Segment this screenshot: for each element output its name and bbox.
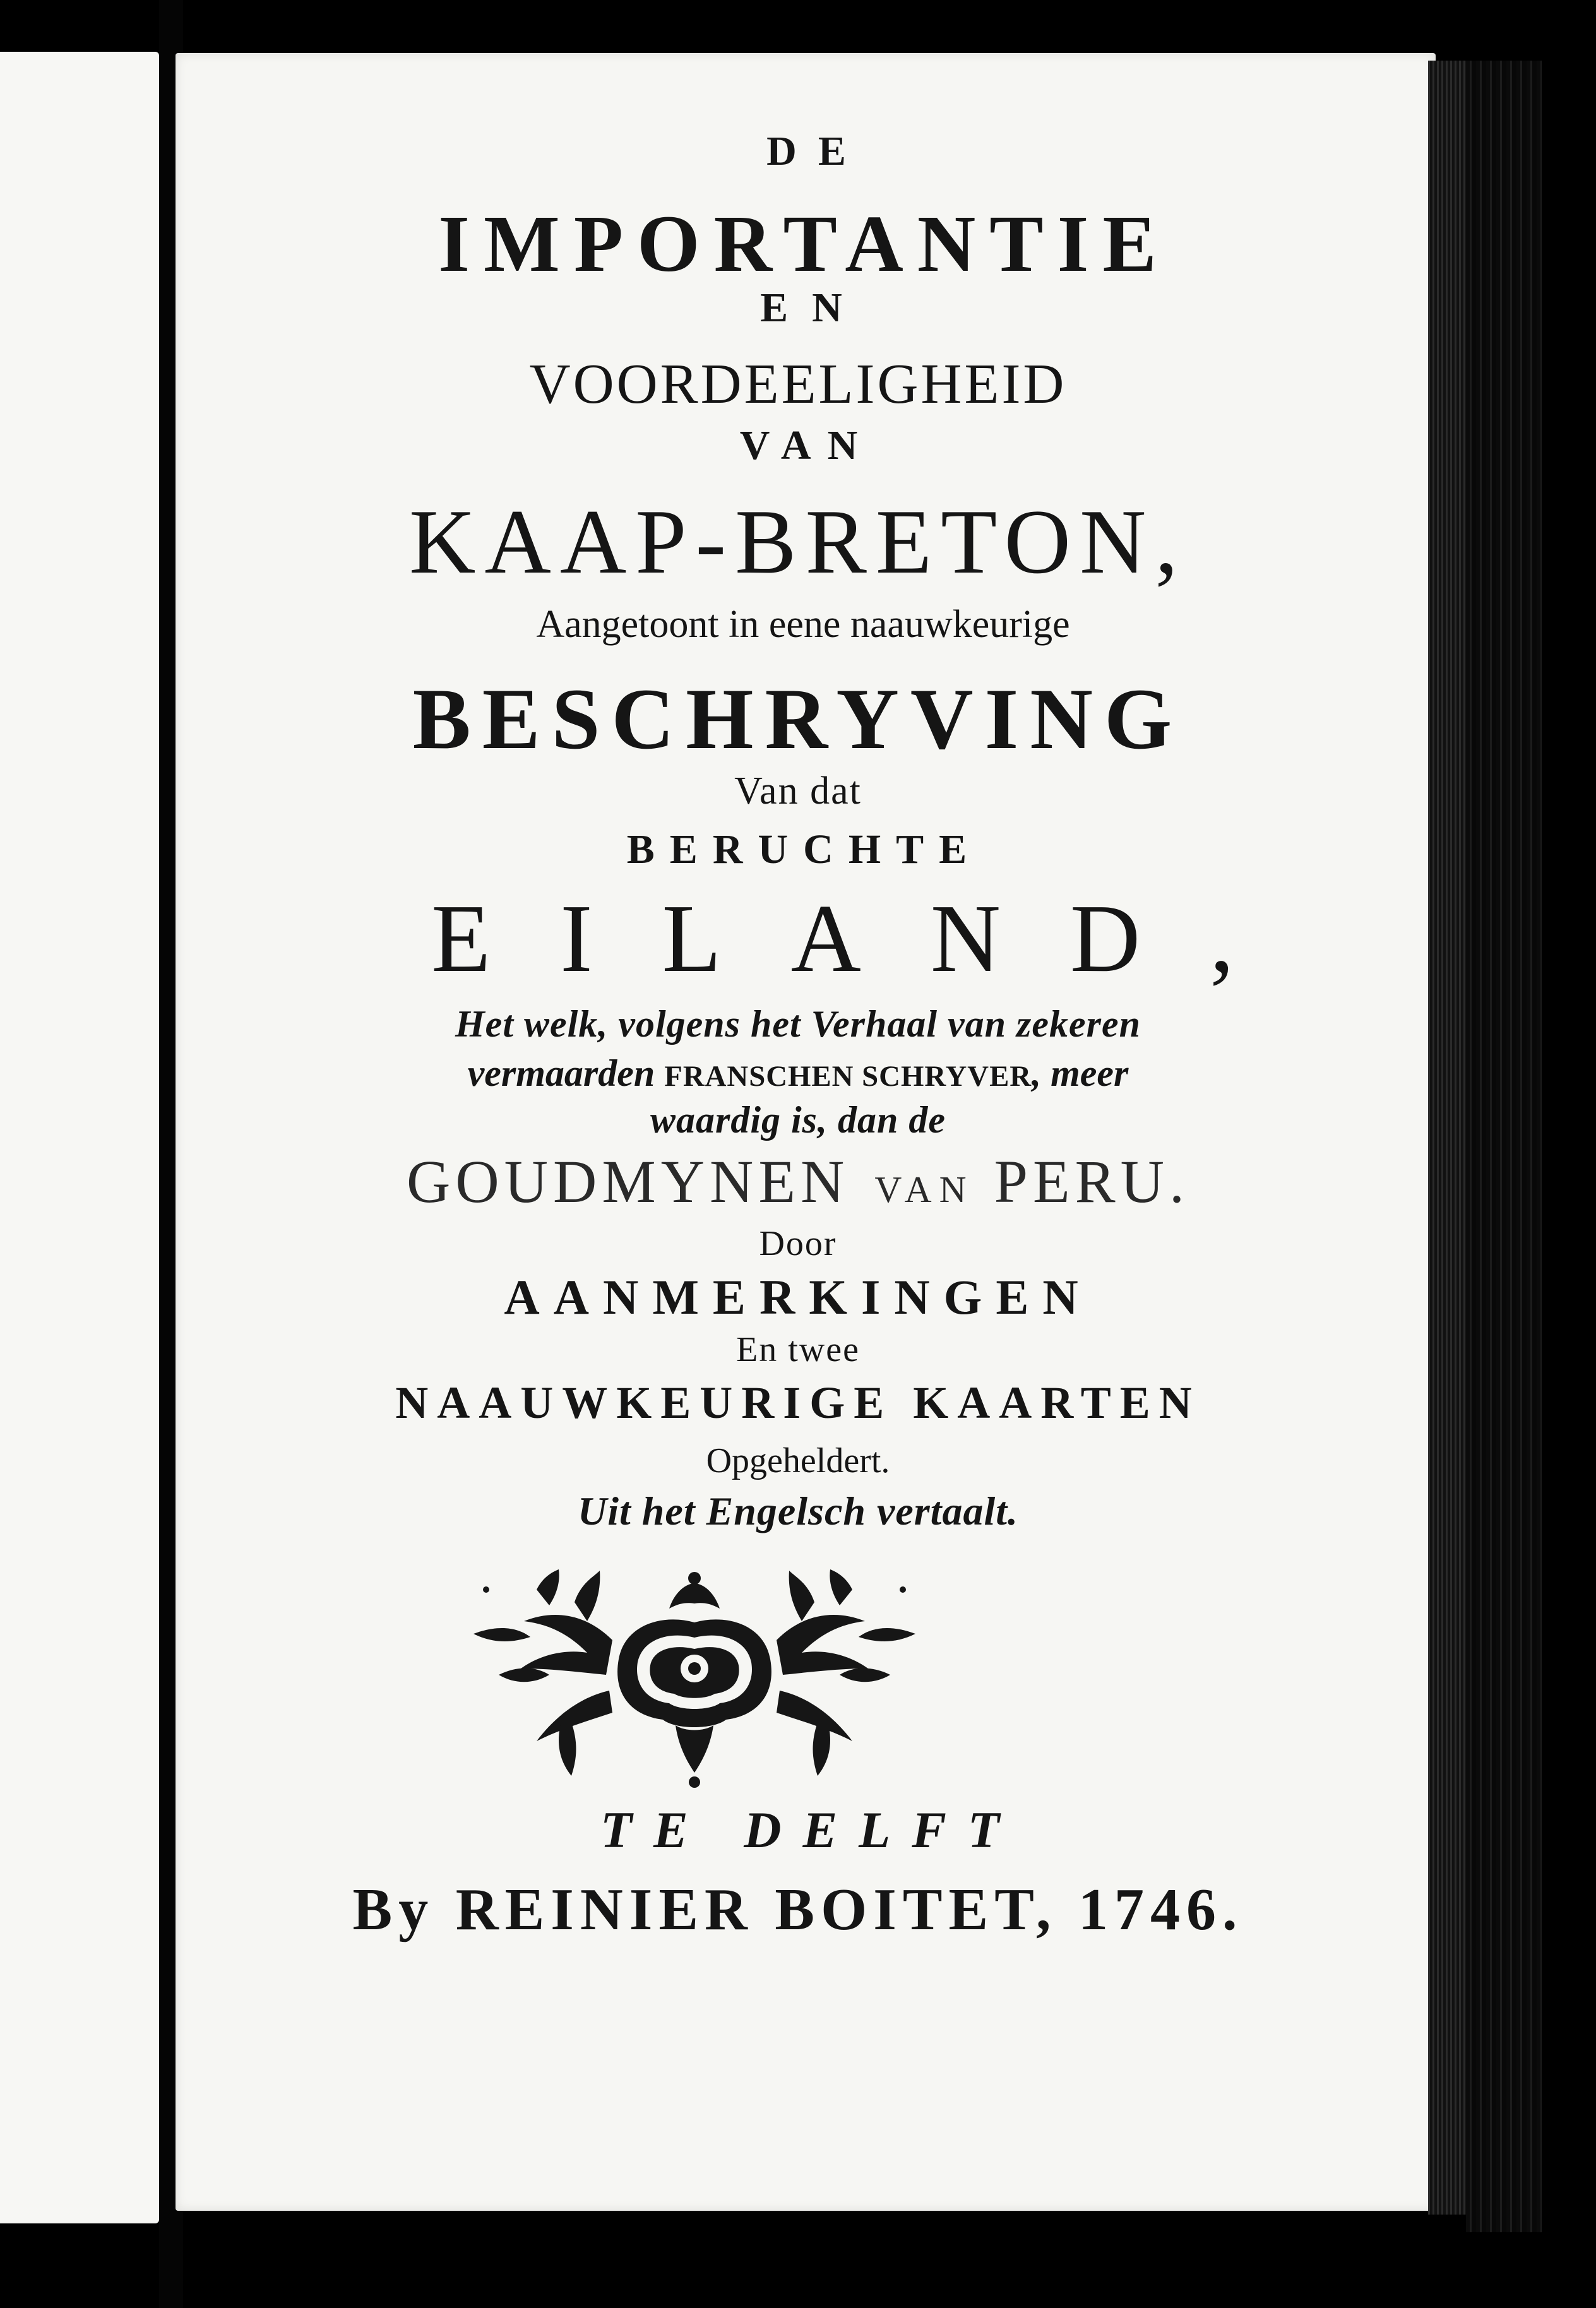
title-line-eiland: EILAND, xyxy=(431,885,1304,992)
title-line-voordeeligheid: VOORDEELIGHEID xyxy=(529,353,1067,415)
title-line-importantie: IMPORTANTIE xyxy=(438,199,1170,288)
title-line-beruchte: BERUCHTE xyxy=(626,826,982,872)
italic-line-vermaarden xyxy=(0,1054,1596,1092)
italic-line-waardig: waardig is, dan de xyxy=(650,1099,946,1141)
subtitle-line-aangetoont: Aangetoont in eene naauwkeurige xyxy=(536,603,1070,646)
title-line-goudmynen xyxy=(0,1148,1596,1215)
van-word: VAN xyxy=(874,1169,974,1210)
title-line-beschryving: BESCHRYVING xyxy=(412,670,1184,767)
title-line-naauwkeurige-kaarten: NAAUWKEURIGE KAARTEN xyxy=(395,1377,1201,1428)
italic-line-uit-het-engelsch: Uit het Engelsch vertaalt. xyxy=(578,1489,1018,1533)
meer-word: , meer xyxy=(1032,1052,1129,1094)
title-line-kaap-breton: KAAP-BRETON, xyxy=(409,491,1187,593)
italic-line-het-welk: Het welk, volgens het Verhaal van zekeren xyxy=(455,1003,1141,1045)
peru-word: PERU. xyxy=(994,1148,1189,1215)
subtitle-line-opgeheldert: Opgeheldert. xyxy=(706,1441,890,1480)
subtitle-line-van-dat: Van dat xyxy=(734,770,862,812)
title-line-aanmerkingen: AANMERKINGEN xyxy=(504,1270,1092,1324)
goudmynen-word: GOUDMYNEN xyxy=(407,1148,850,1215)
floral-printers-ornament-icon xyxy=(461,1564,928,1792)
franschen-schryver: FRANSCHEN SCHRYVER xyxy=(664,1060,1032,1093)
imprint-line-reinier-boitet: By REINIER BOITET, 1746. xyxy=(352,1877,1244,1942)
title-line-en: EN xyxy=(760,285,866,331)
title-line-van: VAN xyxy=(739,422,874,468)
subtitle-line-door: Door xyxy=(759,1224,837,1263)
vermaarden-word: vermaarden xyxy=(467,1052,655,1094)
imprint-line-te-delft: TE DELFT xyxy=(600,1801,1021,1859)
subtitle-line-en-twee: En twee xyxy=(736,1330,860,1369)
title-line-de: DE xyxy=(766,128,867,174)
